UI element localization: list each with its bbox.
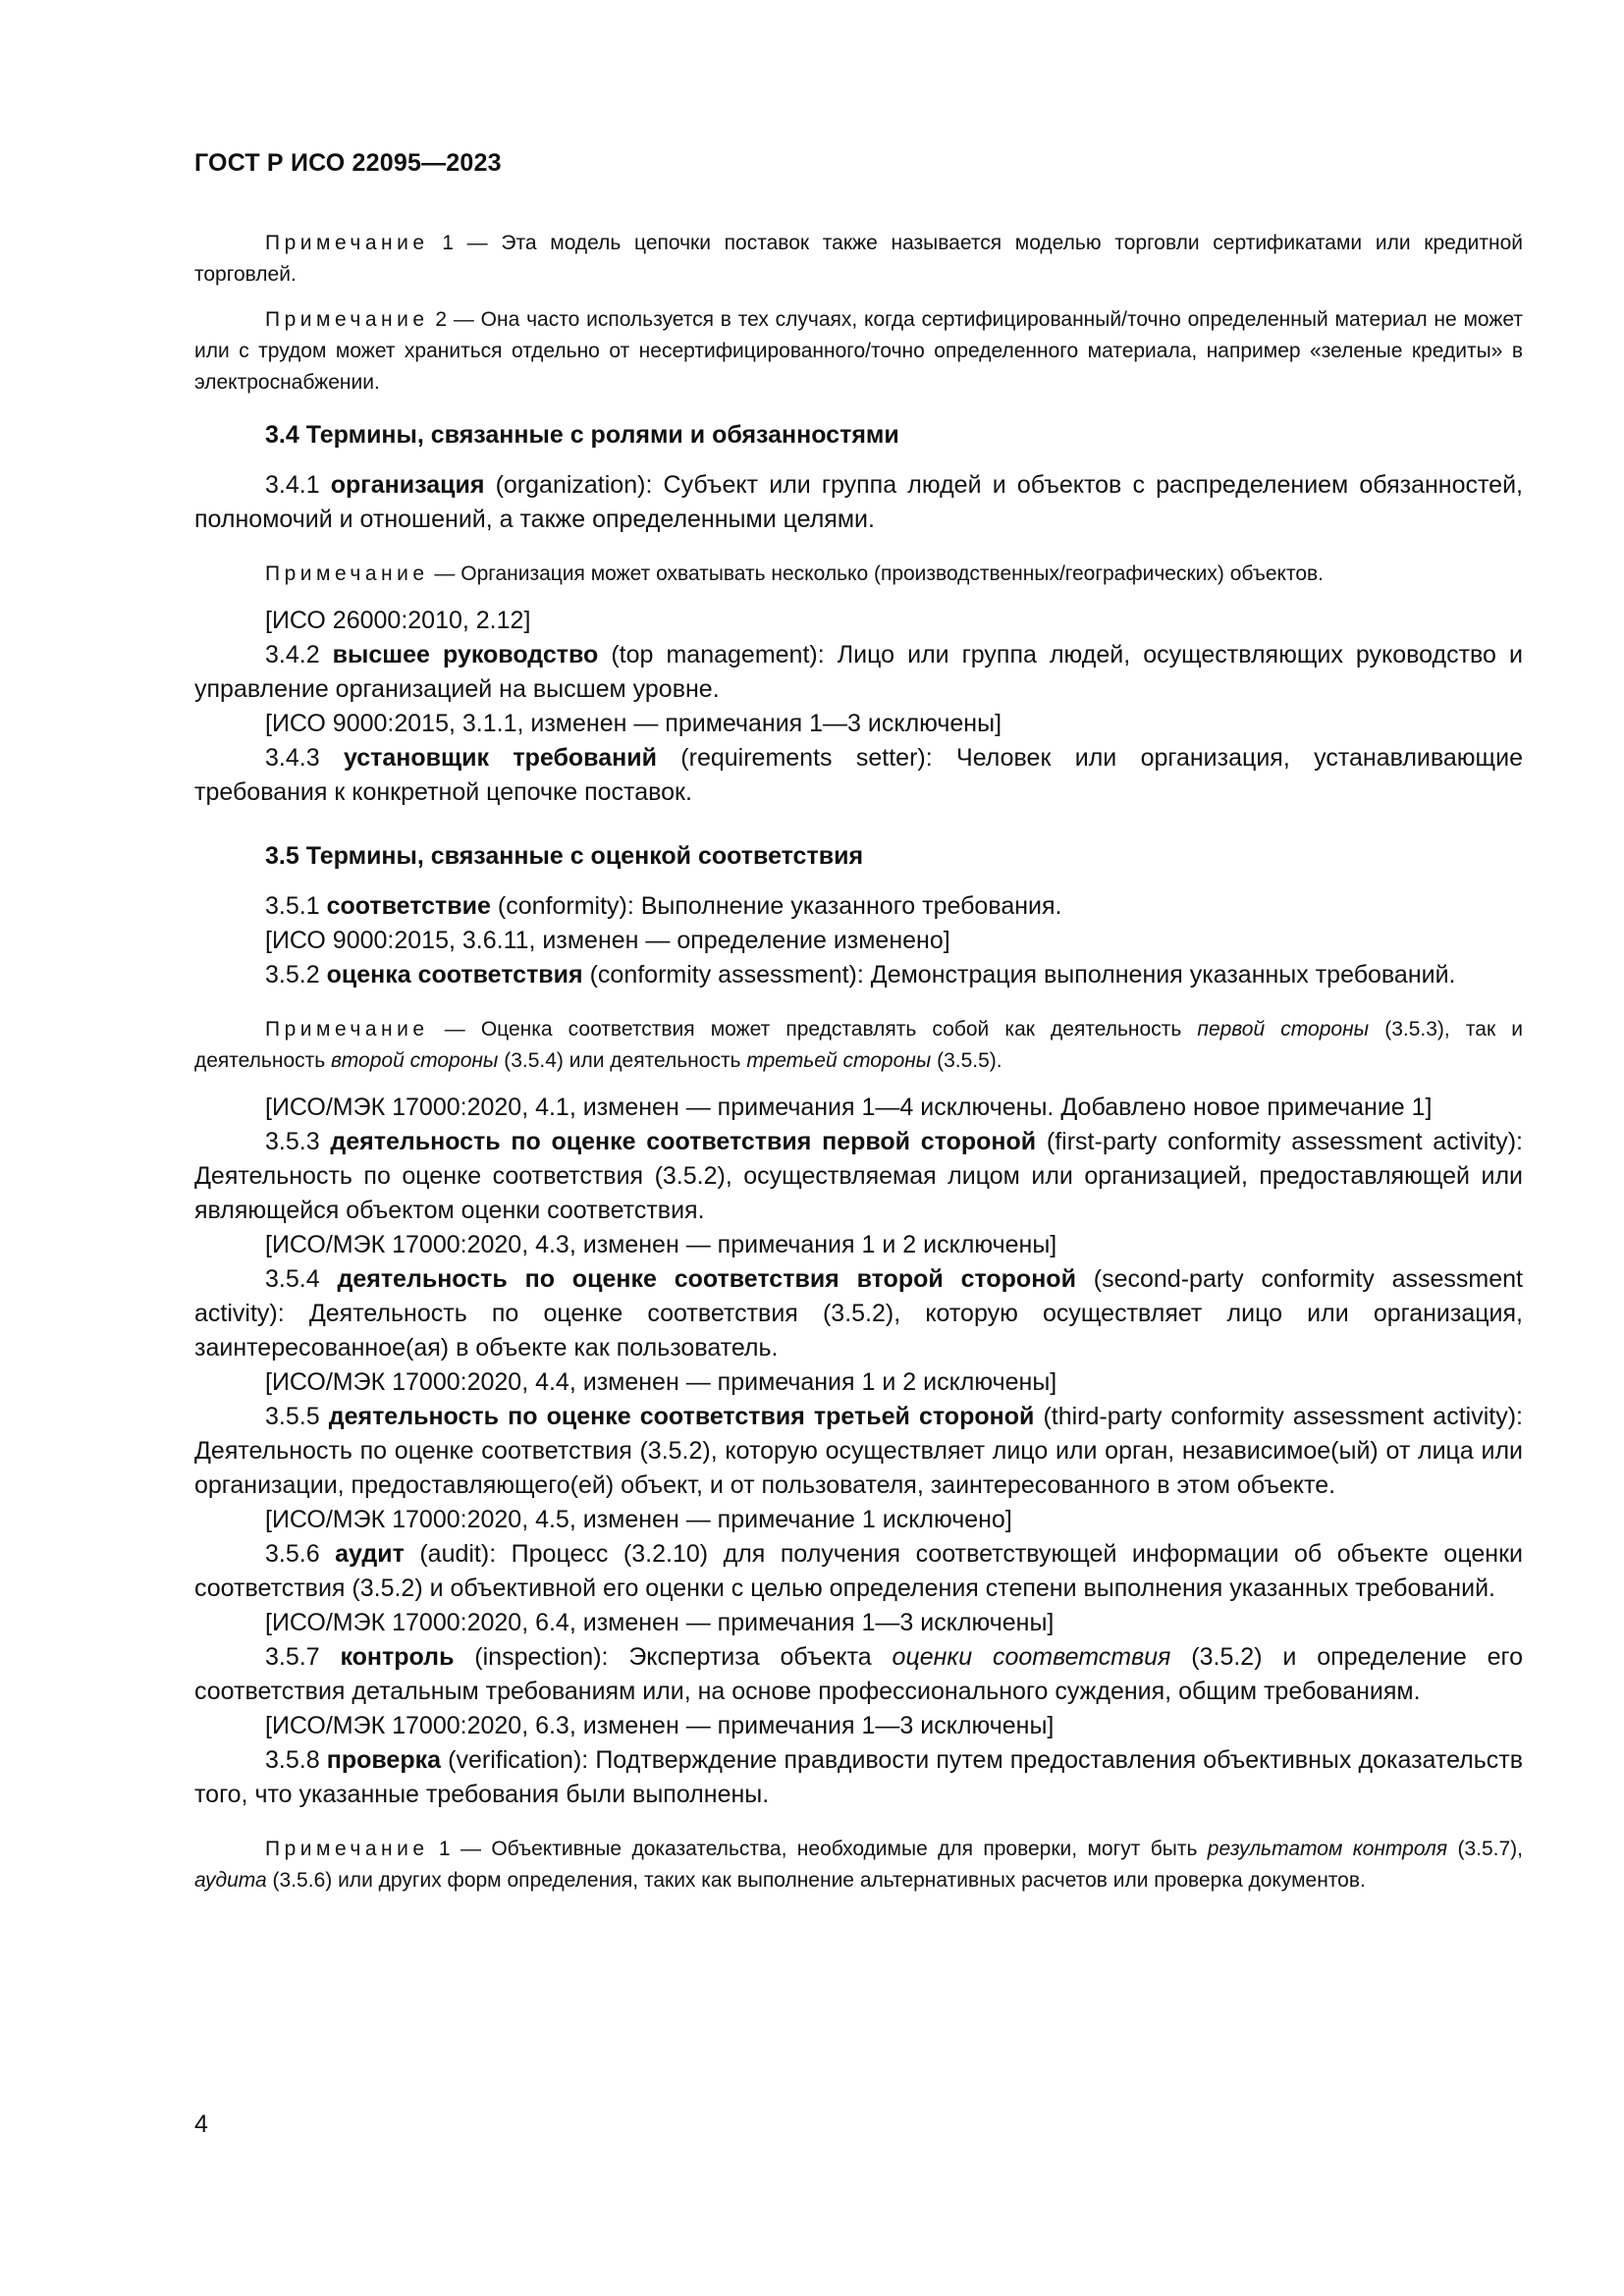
- note-label: Примечание: [265, 1018, 429, 1041]
- note-model-trade: Примечание 1 — Эта модель цепочки поставок также называется моделью торговли сертификатами или кредитной торговлей.: [194, 232, 1523, 286]
- ref-3-4-2: [ИСО 9000:2015, 3.1.1, изменен — примечания 1—3 исключены]: [265, 710, 1002, 737]
- ref-3-5-5: [ИСО/МЭК 17000:2020, 4.5, изменен — примечание 1 исключено]: [265, 1506, 1012, 1533]
- note-3-5-8: Примечание 1 — Объективные доказательства, необходимые для проверки, могут быть результатом контроля (3.5.7), аудита (3.5.6) или других форм определения, таких как выполнение альтернативных расчетов или проверка документов.: [194, 1838, 1523, 1892]
- term-3-4-3: 3.4.3 установщик требований (requirements setter): Человек или организация, устанавливающие требования к конкретной цепочке поставок.: [194, 744, 1523, 806]
- note-label: Примечание: [265, 232, 429, 254]
- ref-3-5-4: [ИСО/МЭК 17000:2020, 4.4, изменен — примечания 1 и 2 исключены]: [265, 1368, 1057, 1396]
- ref-3-5-1: [ИСО 9000:2015, 3.6.11, изменен — определение изменено]: [265, 927, 950, 954]
- section-3-4-title: 3.4 Термины, связанные с ролями и обязанностями: [265, 421, 899, 449]
- term-3-5-8: 3.5.8 проверка (verification): Подтверждение правдивости путем предоставления объективных доказательств того, что указанные требования были выполнены.: [194, 1746, 1523, 1808]
- term-3-4-2: 3.4.2 высшее руководство (top management): Лицо или группа людей, осуществляющих руководство и управление организацией на высшем уровне.: [194, 641, 1523, 703]
- note-label: Примечание: [265, 1838, 429, 1860]
- ref-3-5-6: [ИСО/МЭК 17000:2020, 6.4, изменен — примечания 1—3 исключены]: [265, 1609, 1055, 1636]
- term-3-5-7: 3.5.7 контроль (inspection): Экспертиза объекта оценки соответствия (3.5.2) и определение его соответствия детальным требованиям или, на основе профессионального суждения, общим требованиям.: [194, 1643, 1523, 1705]
- ref-3-4-1: [ИСО 26000:2010, 2.12]: [265, 607, 531, 634]
- document-page: [194, 147, 1523, 1910]
- term-3-5-6: 3.5.6 аудит (audit): Процесс (3.2.10) для получения соответствующей информации об объекте оценки соответствия (3.5.2) и объективной его оценки с целью определения степени выполнения указанных требований.: [194, 1540, 1523, 1602]
- note-3-5-2: Примечание — Оценка соответствия может представлять собой как деятельность первой стороны (3.5.3), так и деятельность второй стороны (3.5.4) или деятельность третьей стороны (3.5.5).: [194, 1018, 1523, 1072]
- document-header: ГОСТ Р ИСО 22095—2023: [194, 149, 502, 177]
- term-3-5-2: 3.5.2 оценка соответствия (conformity assessment): Демонстрация выполнения указанных требований.: [265, 961, 1456, 988]
- note-green-credits: Примечание 2 — Она часто используется в тех случаях, когда сертифицированный/точно определенный материал не может или с трудом может храниться отдельно от несертифицированного/точно определенного материала, например «зеленые кредиты» в электроснабжении.: [194, 308, 1523, 394]
- term-3-5-1: 3.5.1 соответствие (conformity): Выполнение указанного требования.: [265, 892, 1062, 920]
- note-label: Примечание: [265, 562, 429, 585]
- term-3-4-1: 3.4.1 организация (organization): Субъект или группа людей и объектов с распределением обязанностей, полномочий и отношений, а также определенными целями.: [194, 471, 1523, 533]
- ref-3-5-7: [ИСО/МЭК 17000:2020, 6.3, изменен — примечания 1—3 исключены]: [265, 1712, 1055, 1739]
- page-number: 4: [194, 2110, 208, 2138]
- term-3-5-4: 3.5.4 деятельность по оценке соответствия второй стороной (second-party conformity assessment activity): Деятельность по оценке соответствия (3.5.2), которую осуществляет лицо или организация, заинтересованное(ая) в объекте как пользователь.: [194, 1265, 1523, 1362]
- ref-3-5-3: [ИСО/МЭК 17000:2020, 4.3, изменен — примечания 1 и 2 исключены]: [265, 1231, 1057, 1258]
- term-3-5-5: 3.5.5 деятельность по оценке соответствия третьей стороной (third-party conformity assessment activity): Деятельность по оценке соответствия (3.5.2), которую осуществляет лицо или орган, независимое(ый) от лица или организации, предоставляющего(ей) объект, и от пользователя, заинтересованного в этом объекте.: [194, 1403, 1523, 1499]
- ref-3-5-2: [ИСО/МЭК 17000:2020, 4.1, изменен — примечания 1—4 исключены. Добавлено новое примечание 1]: [265, 1094, 1433, 1121]
- term-3-5-3: 3.5.3 деятельность по оценке соответствия первой стороной (first-party conformity assessment activity): Деятельность по оценке соответствия (3.5.2), осуществляемая лицом или организацией, предоставляющей или являющейся объектом оценки соответствия.: [194, 1128, 1523, 1224]
- section-3-5-title: 3.5 Термины, связанные с оценкой соответствия: [265, 842, 864, 870]
- note-label: Примечание: [265, 308, 429, 331]
- note-3-4-1: Примечание — Организация может охватывать несколько (производственных/географических) объектов.: [265, 562, 1325, 585]
